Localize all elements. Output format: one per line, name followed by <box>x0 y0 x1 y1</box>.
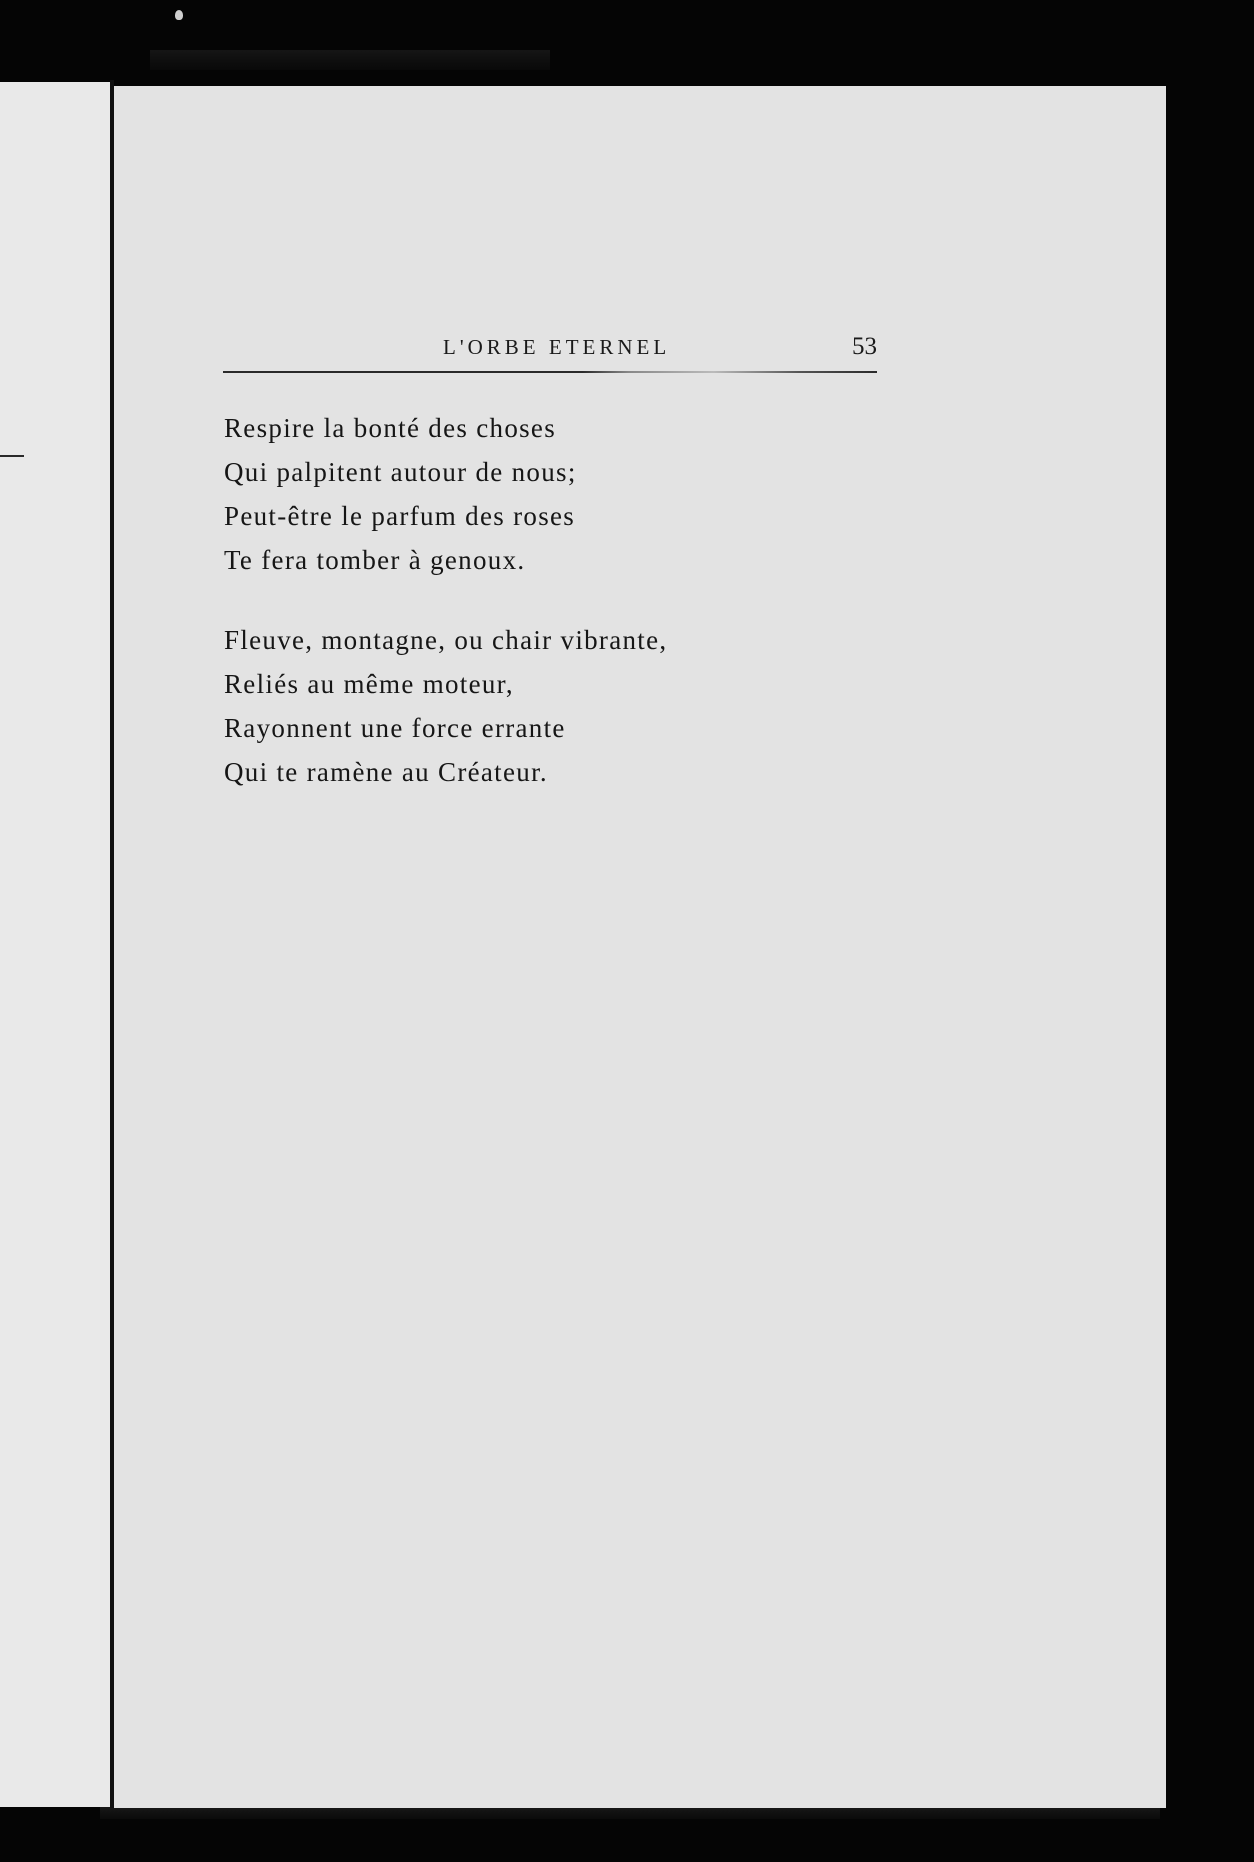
running-head-title: L'ORBE ETERNEL <box>443 335 671 359</box>
stanza-2 <box>224 618 924 794</box>
verse-line: Te fera tomber à genoux. <box>224 545 526 575</box>
poem-text <box>224 406 924 830</box>
header-rule <box>223 371 877 373</box>
stanza-1 <box>224 406 924 582</box>
facing-page-rule <box>0 455 24 457</box>
verse-line: Qui palpitent autour de nous; <box>224 457 577 487</box>
verse-line: Fleuve, montagne, ou chair vibrante, <box>224 625 668 655</box>
verse-line: Respire la bonté des choses <box>224 413 557 443</box>
scan-speck <box>175 10 183 20</box>
verse-line: Qui te ramène au Créateur. <box>224 757 548 787</box>
scan-edge-top <box>150 50 550 70</box>
verse-line: Reliés au même moteur, <box>224 669 514 699</box>
page-number: 53 <box>852 333 877 360</box>
verse-line: Peut-être le parfum des roses <box>224 501 576 531</box>
verse-line: Rayonnent une force errante <box>224 713 566 743</box>
running-head <box>223 335 877 375</box>
facing-page <box>0 82 110 1807</box>
